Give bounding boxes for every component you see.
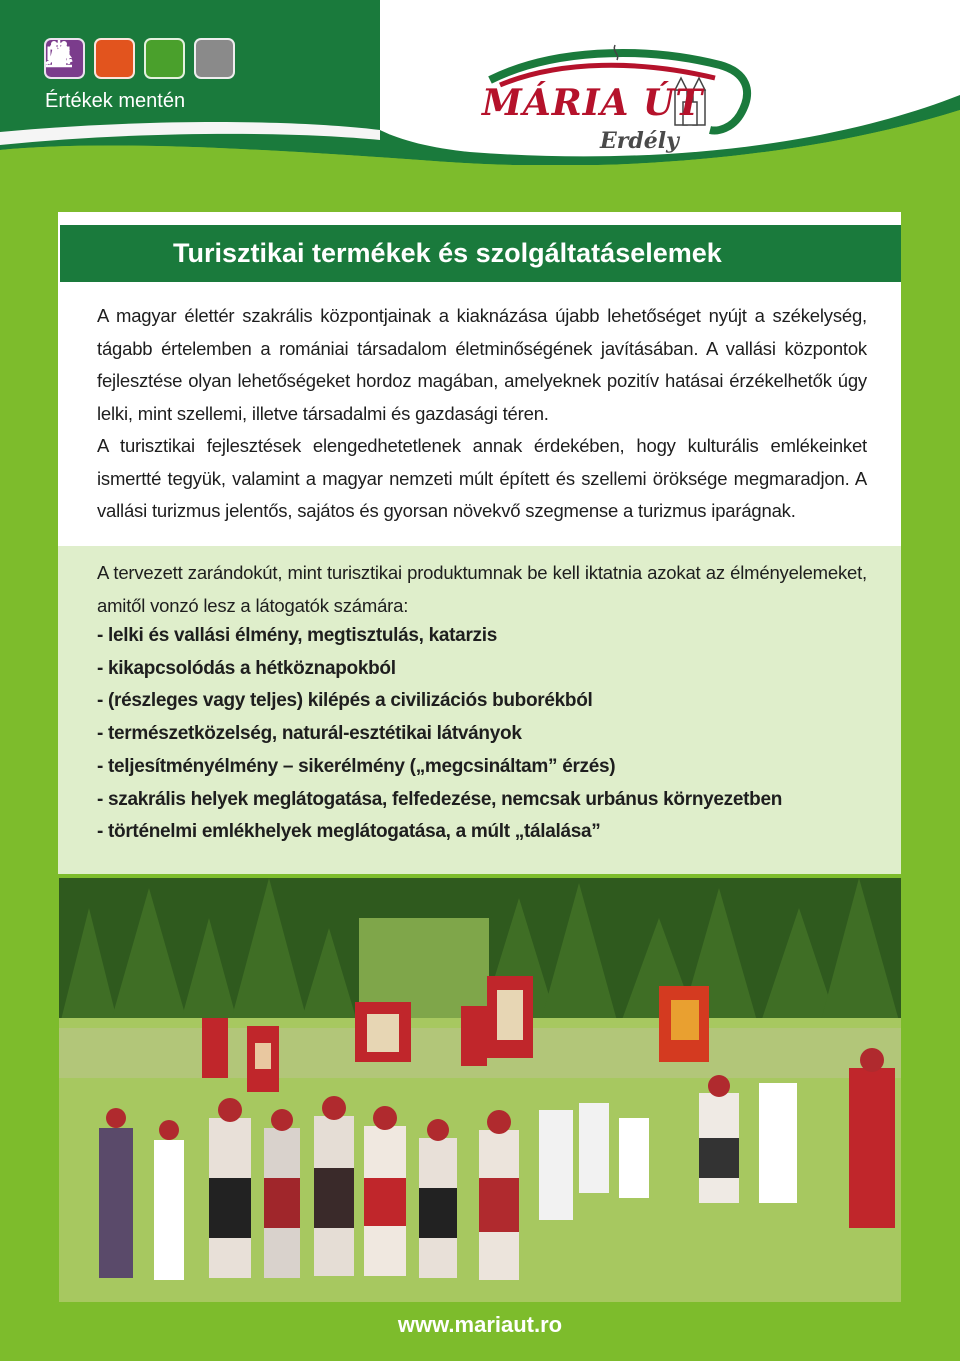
list-item: - történelmi emlékhelyek meglátogatása, a múlt „tálalása” <box>97 821 601 843</box>
pilgrimage-photo <box>59 878 901 1302</box>
list-item: - (részleges vagy teljes) kilépés a civilizációs buborékból <box>97 690 593 712</box>
intro-paragraph-2: A turisztikai fejlesztések elengedhetetlenek annak érdekében, hogy kulturális emlékeinket ismertté tegyük, valamint a magyar nemzeti múlt épített és szellemi öröksége megmaradjon. A vallási turizmus jelentős, sajátos és gyorsan növekvő szegmense a turizmus iparágnak. <box>97 435 867 521</box>
planned-intro: A tervezett zarándokút, mint turisztikai produktumnak be kell iktatnia azokat az élményelemeket, amitől vonzó lesz a látogatók számára: <box>97 562 867 616</box>
nature-icon[interactable] <box>144 38 185 79</box>
intro-paragraph-1: A magyar élettér szakrális központjainak a kiaknázása újabb lehetőséget nyújt a székelység, tágabb értelemben a romániai társadalom életminőségének javításában. A vallási központok fejlesztése olyan lehetőségeket hordoz magában, amelyeknek pozitív hatásai érzékelhetők úgy lelki, mint szellemi, illetve társadalmi és gazdasági téren. <box>97 305 867 424</box>
experience-list <box>97 620 877 849</box>
maria-ut-logo <box>470 40 760 160</box>
list-item: - szakrális helyek meglátogatása, felfedezése, nemcsak urbánus környezetben <box>97 788 783 810</box>
logo-subtitle: Erdély <box>600 128 679 154</box>
pilgrimage-photo-illustration <box>59 878 901 1302</box>
church-icon[interactable] <box>194 38 235 79</box>
page-header <box>0 0 960 165</box>
category-icons <box>44 38 235 79</box>
website-link[interactable]: www.mariaut.ro <box>397 1312 563 1337</box>
panel-title-bar <box>60 225 901 282</box>
tagline: Értékek mentén <box>45 90 186 112</box>
list-item: - kikapcsolódás a hétköznapokból <box>97 657 396 679</box>
intro-text <box>97 300 867 528</box>
list-item: - lelki és vallási élmény, megtisztulás, katarzis <box>97 625 497 646</box>
list-item: - természetközelség, naturál-esztétikai látványok <box>97 723 522 745</box>
logo-title: MÁRIA ÚT <box>482 82 704 124</box>
list-item: - teljesítményélmény – sikerélmény („megcsináltam” érzés) <box>97 755 616 777</box>
panel-title: Turisztikai termékek és szolgáltatáselemek <box>173 238 722 268</box>
pilgrims-icon[interactable] <box>94 38 135 79</box>
